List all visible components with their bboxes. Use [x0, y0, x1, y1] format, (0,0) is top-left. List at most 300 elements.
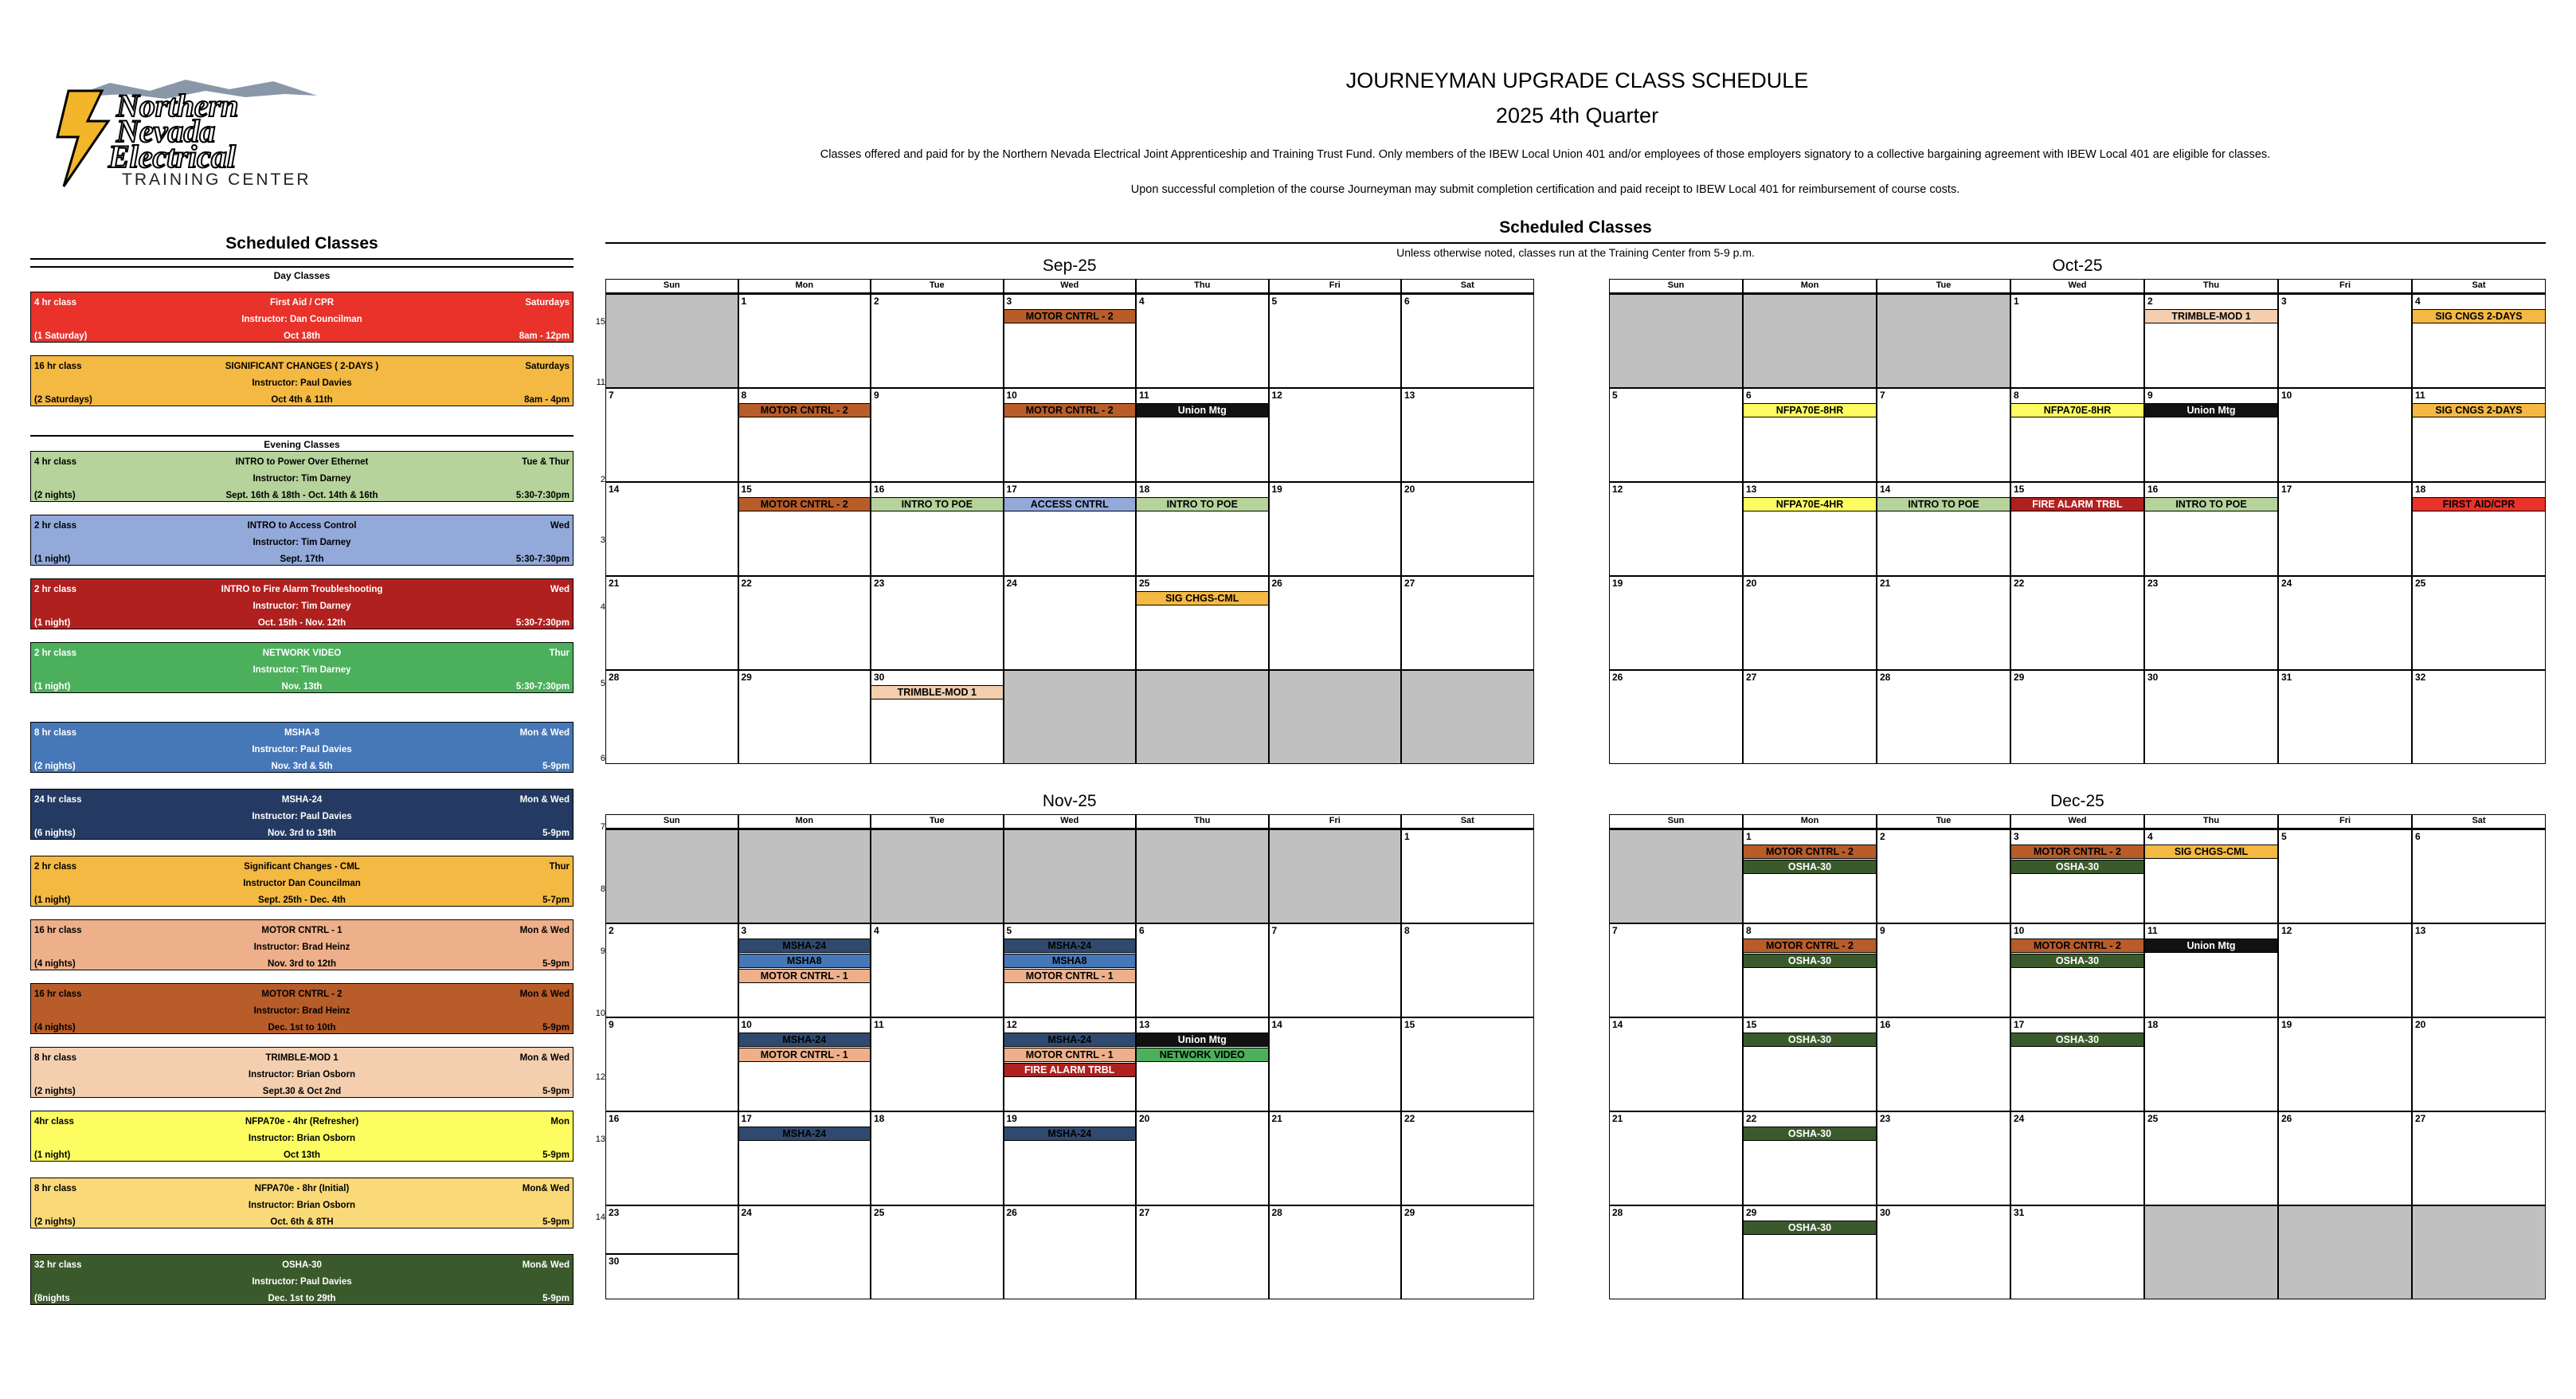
day-number: 8: [2014, 390, 2019, 401]
event-list: [1004, 1033, 1136, 1078]
legend-class-time: 8am - 12pm: [519, 331, 570, 341]
class-event[interactable]: TRIMBLE-MOD 1: [2145, 309, 2277, 323]
legend-class-instructor: Instructor Dan Councilman: [243, 879, 361, 888]
reimbursement-note: Upon successful completion of the course Journeyman may submit completion certification and paid receipt to IBEW Local 401 for reimbursement of course costs.: [1130, 183, 1960, 196]
legend-class-hours: 16 hr class: [34, 989, 82, 999]
legend-class-instructor: Instructor: Tim Darney: [253, 538, 351, 547]
day-number: 26: [2281, 1113, 2292, 1124]
day-cell: [2278, 829, 2412, 923]
empty-day-cell: [1401, 670, 1534, 764]
class-event[interactable]: MOTOR CNTRL - 1: [739, 1048, 871, 1062]
legend-class-days: Saturdays: [525, 298, 570, 308]
day-cell: [1743, 670, 1877, 764]
class-event[interactable]: OSHA-30: [1744, 954, 1876, 968]
day-cell: [2278, 923, 2412, 1017]
day-cell: [738, 1017, 871, 1111]
class-event[interactable]: MOTOR CNTRL - 1: [1004, 969, 1136, 983]
class-event[interactable]: MSHA-24: [1004, 939, 1136, 953]
legend-class-time: 5-9pm: [542, 1217, 570, 1227]
class-event[interactable]: MSHA-24: [739, 1033, 871, 1047]
legend-class-instructor: Instructor: Paul Davies: [252, 378, 352, 388]
day-cell: [738, 576, 871, 670]
day-cell: [2010, 1111, 2144, 1205]
day-cell: [2412, 923, 2546, 1017]
legend-class-sessions: (1 night): [34, 618, 71, 628]
event-list: [1004, 309, 1136, 324]
class-event[interactable]: SIG CNGS 2-DAYS: [2413, 403, 2545, 417]
class-event[interactable]: MOTOR CNTRL - 2: [739, 403, 871, 417]
day-cell: [1401, 1205, 1534, 1299]
day-number: 6: [1746, 390, 1752, 401]
legend-class-instructor: Instructor: Brad Heinz: [253, 1006, 350, 1016]
legend-class-instructor: Instructor: Brian Osborn: [248, 1201, 356, 1210]
weekday-header: Fri: [2278, 279, 2412, 294]
day-cell: [871, 576, 1004, 670]
day-cell: [1136, 1017, 1269, 1111]
class-event[interactable]: Union Mtg: [1137, 1033, 1268, 1047]
day-number: 29: [741, 672, 752, 683]
class-event[interactable]: SIG CNGS 2-DAYS: [2413, 309, 2545, 323]
side-number: 9: [600, 946, 605, 956]
day-number: 21: [609, 578, 620, 589]
legend-class-days: Mon & Wed: [519, 926, 570, 935]
legend-class: [30, 789, 574, 840]
legend-class-instructor: Instructor: Tim Darney: [253, 665, 351, 675]
empty-day-cell: [738, 829, 871, 923]
legend-class-days: Mon& Wed: [522, 1184, 570, 1193]
legend-class-name: MSHA-8: [284, 728, 320, 738]
class-event[interactable]: FIRE ALARM TRBL: [2011, 497, 2143, 511]
class-event[interactable]: MOTOR CNTRL - 2: [1004, 403, 1136, 417]
class-event[interactable]: OSHA-30: [2011, 954, 2143, 968]
day-cell: [1877, 1111, 2010, 1205]
weekday-header: Wed: [1004, 279, 1137, 294]
empty-day-cell: [1004, 829, 1137, 923]
day-number: 30: [609, 1256, 620, 1267]
day-cell: [1877, 670, 2010, 764]
weekday-header: Sat: [1401, 279, 1534, 294]
event-list: [2011, 844, 2143, 875]
weekday-header: Thu: [2144, 279, 2278, 294]
class-event[interactable]: MOTOR CNTRL - 1: [739, 969, 871, 983]
event-list: [2011, 939, 2143, 969]
class-event[interactable]: OSHA-30: [2011, 1033, 2143, 1047]
legend-class-name: INTRO to Access Control: [247, 521, 357, 531]
logo-subtitle: TRAINING CENTER: [122, 170, 311, 189]
legend-class: [30, 451, 574, 502]
class-event[interactable]: INTRO TO POE: [871, 497, 1003, 511]
legend-class-instructor: Instructor: Paul Davies: [252, 745, 352, 754]
class-event[interactable]: OSHA-30: [2011, 860, 2143, 874]
day-number: 12: [2281, 925, 2292, 936]
day-number: 1: [741, 296, 747, 307]
side-number: 12: [595, 1072, 605, 1082]
class-event[interactable]: MOTOR CNTRL - 2: [1744, 939, 1876, 953]
event-list: [2011, 497, 2143, 512]
empty-day-cell: [1877, 294, 2010, 388]
class-event[interactable]: INTRO TO POE: [2145, 497, 2277, 511]
legend-class: [30, 722, 574, 773]
month-grid: [1609, 814, 2546, 1299]
day-cell: [1609, 1205, 1743, 1299]
weekday-header: Wed: [1004, 814, 1137, 829]
legend-class-days: Mon & Wed: [519, 795, 570, 805]
day-cell: [1401, 829, 1534, 923]
day-cell: [1136, 388, 1269, 482]
class-event[interactable]: MOTOR CNTRL - 2: [2011, 939, 2143, 953]
weekday-header: Sun: [1609, 814, 1743, 829]
class-event[interactable]: NFPA70E-4HR: [1744, 497, 1876, 511]
month-title: Oct-25: [2052, 257, 2103, 275]
day-number: 8: [741, 390, 747, 401]
class-event[interactable]: MOTOR CNTRL - 2: [2011, 844, 2143, 859]
day-cell: [2010, 670, 2144, 764]
calendar-title: Scheduled Classes: [1499, 218, 1652, 237]
day-number: 5: [1271, 296, 1278, 307]
day-number: 29: [1404, 1207, 1415, 1218]
day-number: 11: [874, 1019, 884, 1030]
class-event[interactable]: OSHA-30: [1744, 860, 1876, 874]
class-event[interactable]: MOTOR CNTRL - 1: [1004, 1048, 1136, 1062]
class-event[interactable]: INTRO TO POE: [1877, 497, 2010, 511]
legend-class-sessions: (1 night): [34, 1150, 71, 1160]
day-number: 29: [2014, 672, 2025, 683]
day-cell: [2010, 923, 2144, 1017]
legend-class-instructor: Instructor: Tim Darney: [253, 474, 351, 484]
day-cell: [1401, 1017, 1534, 1111]
legend-class-hours: 2 hr class: [34, 862, 77, 872]
day-cell: [1269, 923, 1402, 1017]
day-number: 28: [609, 672, 620, 683]
event-list: [2011, 1033, 2143, 1048]
legend-class: [30, 642, 574, 693]
class-event[interactable]: FIRE ALARM TRBL: [1004, 1063, 1136, 1077]
legend-class-name: NFPA70e - 8hr (Initial): [254, 1184, 350, 1193]
day-cell: [1401, 388, 1534, 482]
day-cell: [2144, 388, 2278, 482]
event-list: [2011, 403, 2143, 418]
empty-day-cell: [2278, 1205, 2412, 1299]
day-number: 22: [2014, 578, 2025, 589]
day-number: 11: [2147, 925, 2158, 936]
day-cell: [1004, 1205, 1137, 1299]
day-number: 3: [2281, 296, 2287, 307]
class-event[interactable]: MSHA-24: [1004, 1033, 1136, 1047]
day-number: 9: [874, 390, 879, 401]
day-cell: [1609, 388, 1743, 482]
event-list: [1004, 1127, 1136, 1142]
legend-class-time: 5-9pm: [542, 1150, 570, 1160]
day-number: 23: [609, 1207, 620, 1218]
side-number: 4: [600, 602, 605, 612]
weekday-header: Mon: [1743, 279, 1877, 294]
day-cell: [1401, 482, 1534, 576]
day-cell: [1877, 829, 2010, 923]
weekday-header: Sat: [2412, 279, 2546, 294]
legend-class-name: SIGNIFICANT CHANGES ( 2-DAYS ): [225, 362, 379, 371]
day-number: 16: [1880, 1019, 1891, 1030]
day-number: 8: [1404, 925, 1410, 936]
weekday-header: Mon: [1743, 814, 1877, 829]
day-cell: [738, 1205, 871, 1299]
class-event[interactable]: MSHA8: [1004, 954, 1136, 968]
legend-class-hours: 4 hr class: [34, 298, 77, 308]
day-number: 4: [2147, 831, 2153, 842]
day-cell: [1136, 576, 1269, 670]
day-number: 6: [1404, 296, 1410, 307]
class-event[interactable]: NFPA70E-8HR: [1744, 403, 1876, 417]
day-number: 9: [2147, 390, 2153, 401]
class-event[interactable]: MOTOR CNTRL - 2: [1744, 844, 1876, 859]
event-list: [1744, 403, 1876, 418]
legend-class-time: 5:30-7:30pm: [515, 618, 570, 628]
class-event[interactable]: Union Mtg: [2145, 403, 2277, 417]
legend-class: [30, 1254, 574, 1305]
class-event[interactable]: MOTOR CNTRL - 2: [739, 497, 871, 511]
day-number: 9: [609, 1019, 614, 1030]
weekday-header: Thu: [1136, 279, 1269, 294]
event-list: [2145, 403, 2277, 418]
day-number: 5: [1006, 925, 1012, 936]
day-cell: [1743, 388, 1877, 482]
legend-class-dates: Nov. 13th: [281, 682, 323, 692]
day-cell: [2412, 576, 2546, 670]
weekday-header: Fri: [1269, 814, 1402, 829]
legend-class-time: 5-9pm: [542, 1294, 570, 1303]
legend-class-days: Tue & Thur: [522, 457, 570, 467]
day-number: 15: [2014, 484, 2025, 495]
legend-class-days: Wed: [550, 521, 570, 531]
empty-day-cell: [1136, 670, 1269, 764]
day-number: 15: [741, 484, 752, 495]
legend-class-sessions: (1 Saturday): [34, 331, 88, 341]
legend-class-time: 5-9pm: [542, 762, 570, 771]
day-number: 7: [1612, 925, 1618, 936]
day-cell: [1743, 923, 1877, 1017]
day-cell: [1609, 670, 1743, 764]
legend-class: [30, 919, 574, 970]
weekday-header: Fri: [1269, 279, 1402, 294]
empty-day-cell: [1743, 294, 1877, 388]
day-cell: [2412, 388, 2546, 482]
legend-class-instructor: Instructor: Brian Osborn: [248, 1070, 356, 1080]
weekday-header: Wed: [2010, 279, 2144, 294]
legend-class-days: Thur: [549, 649, 570, 658]
day-number: 20: [1746, 578, 1757, 589]
day-number: 7: [1271, 925, 1278, 936]
month-grid: [605, 279, 1534, 764]
event-list: [2145, 497, 2277, 512]
class-event[interactable]: MSHA8: [739, 954, 871, 968]
day-cell: [605, 670, 738, 764]
day-number: 30: [2147, 672, 2159, 683]
day-cell: [2278, 1017, 2412, 1111]
day-cell: [605, 1111, 738, 1205]
day-cell: [1401, 294, 1534, 388]
day-number: 14: [1271, 1019, 1282, 1030]
legend-class-sessions: (6 nights): [34, 829, 76, 838]
class-event[interactable]: OSHA-30: [1744, 1221, 1876, 1235]
class-event[interactable]: SIG CHGS-CML: [2145, 844, 2277, 859]
weekday-header: Sun: [1609, 279, 1743, 294]
logo-word-2: Nevada: [116, 113, 216, 149]
day-cell: [1269, 1205, 1402, 1299]
legend-class-dates: Nov. 3rd to 19th: [267, 829, 337, 838]
day-cell: [2010, 576, 2144, 670]
legend-class-instructor: Instructor: Tim Darney: [253, 602, 351, 611]
day-number: 31: [2014, 1207, 2025, 1218]
day-number: 25: [874, 1207, 885, 1218]
day-number: 23: [1880, 1113, 1891, 1124]
class-event[interactable]: FIRST AID/CPR: [2413, 497, 2545, 511]
legend-class-sessions: (4 nights): [34, 1023, 76, 1033]
empty-day-cell: [1269, 670, 1402, 764]
day-cell: [1401, 1111, 1534, 1205]
day-cell: [1269, 388, 1402, 482]
class-event[interactable]: MSHA-24: [1004, 1127, 1136, 1141]
class-event[interactable]: MSHA-24: [739, 939, 871, 953]
class-event[interactable]: OSHA-30: [1744, 1033, 1876, 1047]
day-number: 8: [1746, 925, 1752, 936]
legend-class-hours: 8 hr class: [34, 728, 77, 738]
page-subtitle: 2025 4th Quarter: [1495, 104, 1659, 127]
class-event[interactable]: INTRO TO POE: [1137, 497, 1268, 511]
weekday-header: Tue: [1877, 814, 2010, 829]
legend-class-hours: 16 hr class: [34, 926, 82, 935]
legend-class-time: 5-9pm: [542, 1023, 570, 1033]
day-cell: [605, 923, 738, 1017]
day-cell: [2412, 1111, 2546, 1205]
day-number: 19: [1006, 1113, 1017, 1124]
side-number: 10: [595, 1009, 605, 1018]
legend-class-name: NFPA70e - 4hr (Refresher): [245, 1117, 359, 1127]
empty-day-cell: [605, 294, 738, 388]
day-cell: [2278, 482, 2412, 576]
class-event[interactable]: MOTOR CNTRL - 2: [1004, 309, 1136, 323]
day-cell: [2278, 670, 2412, 764]
class-event[interactable]: MSHA-24: [739, 1127, 871, 1141]
legend-class-name: MOTOR CNTRL - 1: [261, 926, 343, 935]
day-number: 18: [2415, 484, 2426, 495]
legend-class: [30, 1047, 574, 1098]
class-event[interactable]: Union Mtg: [1137, 403, 1268, 417]
weekday-header: Sun: [605, 279, 738, 294]
day-number: 11: [1139, 390, 1149, 401]
day-cell: [871, 923, 1004, 1017]
legend-class-sessions: (8nights: [34, 1294, 70, 1303]
day-cell: [1877, 1017, 2010, 1111]
day-cell: [738, 388, 871, 482]
class-event[interactable]: ACCESS CNTRL: [1004, 497, 1136, 511]
day-number: 6: [1139, 925, 1145, 936]
legend-class-instructor: Instructor: Paul Davies: [252, 812, 352, 821]
day-number: 25: [2415, 578, 2426, 589]
legend-class-hours: 2 hr class: [34, 649, 77, 658]
event-list: [739, 1127, 871, 1142]
class-event[interactable]: NFPA70E-8HR: [2011, 403, 2143, 417]
legend-class-dates: Oct 18th: [283, 331, 320, 341]
day-number: 13: [1746, 484, 1757, 495]
legend-class-dates: Nov. 3rd to 12th: [267, 959, 337, 969]
day-cell: [1136, 923, 1269, 1017]
day-cell: [1743, 1205, 1877, 1299]
legend-class-dates: Dec. 1st to 29th: [268, 1294, 336, 1303]
empty-day-cell: [1004, 670, 1137, 764]
day-number: 19: [1271, 484, 1282, 495]
day-number: 28: [1880, 672, 1891, 683]
day-cell: [1269, 294, 1402, 388]
class-event[interactable]: TRIMBLE-MOD 1: [871, 685, 1003, 700]
legend-class-name: Significant Changes - CML: [244, 862, 360, 872]
day-number: 13: [1404, 390, 1415, 401]
day-number: 7: [609, 390, 614, 401]
legend-class-time: 8am - 4pm: [524, 395, 570, 405]
legend-heading-evening: Evening Classes: [30, 435, 574, 449]
day-cell: [1004, 388, 1137, 482]
weekday-header: Mon: [738, 279, 871, 294]
legend-class-instructor: Instructor: Dan Councilman: [241, 315, 362, 324]
day-cell: [2144, 576, 2278, 670]
day-cell: [1609, 1017, 1743, 1111]
weekday-header: Mon: [738, 814, 871, 829]
day-cell: [871, 1017, 1004, 1111]
logo-word-1: Northern: [116, 88, 239, 123]
class-event[interactable]: OSHA-30: [1744, 1127, 1876, 1141]
legend-class-name: MOTOR CNTRL - 2: [261, 989, 343, 999]
side-number: 8: [600, 884, 605, 894]
month-title: Dec-25: [2050, 792, 2104, 810]
empty-day-cell: [605, 829, 738, 923]
event-list: [739, 497, 871, 512]
day-number: 31: [2281, 672, 2292, 683]
event-list: [1744, 939, 1876, 969]
day-cell: [1136, 1111, 1269, 1205]
legend-class-instructor: Instructor: Paul Davies: [252, 1277, 352, 1287]
legend-class-days: Mon & Wed: [519, 728, 570, 738]
legend-class-time: 5:30-7:30pm: [515, 555, 570, 564]
day-number: 14: [609, 484, 620, 495]
weekday-header: Sun: [605, 814, 738, 829]
legend-class-name: INTRO to Power Over Ethernet: [235, 457, 369, 467]
legend-class-time: 5:30-7:30pm: [515, 491, 570, 500]
day-number: 20: [1404, 484, 1415, 495]
side-number: 7: [600, 822, 605, 832]
day-number: 22: [1746, 1113, 1757, 1124]
day-cell: [738, 1111, 871, 1205]
day-cell: [1004, 1017, 1137, 1111]
day-number: 14: [1880, 484, 1891, 495]
event-list: [2413, 497, 2545, 512]
class-event[interactable]: Union Mtg: [2145, 939, 2277, 953]
empty-day-cell: [1136, 829, 1269, 923]
day-number: 10: [2281, 390, 2292, 401]
legend-title: Scheduled Classes: [225, 234, 378, 253]
legend-class-sessions: (1 night): [34, 895, 71, 905]
day-cell: [2278, 294, 2412, 388]
side-number: 15: [595, 317, 605, 327]
legend-class-dates: Oct. 15th - Nov. 12th: [257, 618, 346, 628]
lightning-bolt-icon: [57, 91, 108, 186]
day-number: 26: [1006, 1207, 1017, 1218]
day-number: 23: [2147, 578, 2159, 589]
day-number: 13: [2415, 925, 2426, 936]
class-event[interactable]: SIG CHGS-CML: [1137, 591, 1268, 605]
legend-class-days: Mon & Wed: [519, 1053, 570, 1063]
day-number: 27: [1404, 578, 1415, 589]
day-number: 18: [874, 1113, 885, 1124]
legend-class-hours: 32 hr class: [34, 1260, 82, 1270]
class-event[interactable]: NETWORK VIDEO: [1137, 1048, 1268, 1062]
